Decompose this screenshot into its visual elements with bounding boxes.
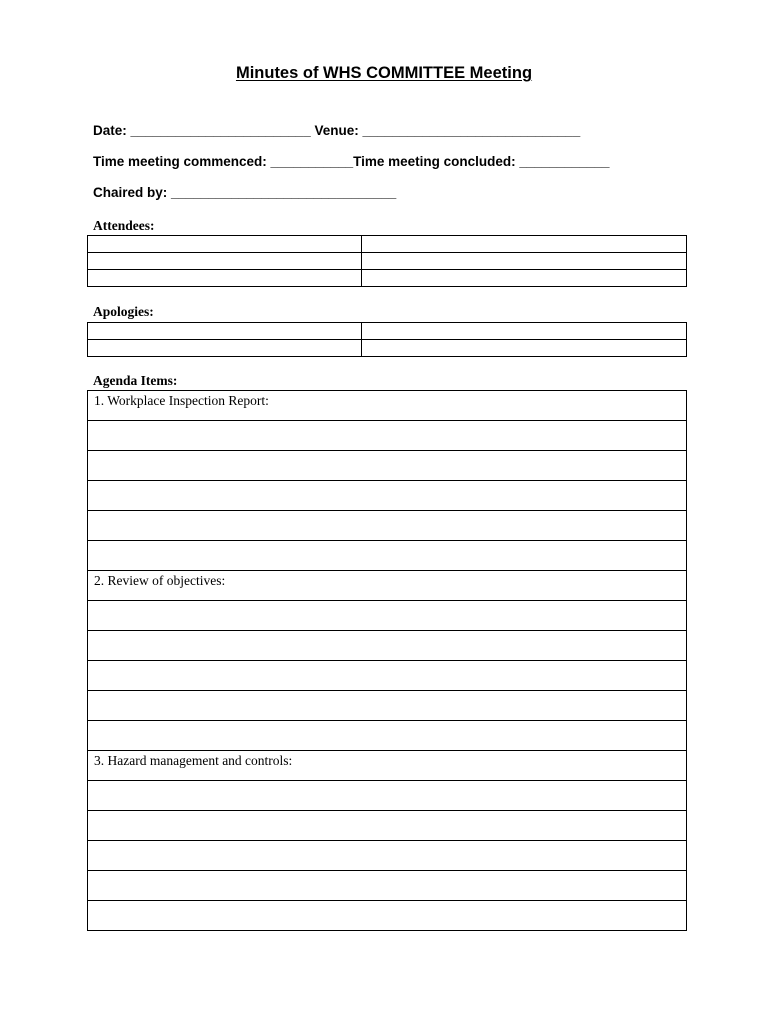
agenda-notes-cell[interactable] bbox=[88, 901, 687, 931]
table-cell[interactable] bbox=[362, 340, 687, 357]
agenda-notes-cell[interactable] bbox=[88, 871, 687, 901]
chaired-by-line: Chaired by: ______________________________ bbox=[93, 185, 397, 200]
agenda-row bbox=[88, 781, 687, 811]
table-cell[interactable] bbox=[88, 236, 362, 253]
agenda-notes-cell[interactable] bbox=[88, 811, 687, 841]
table-cell[interactable] bbox=[88, 340, 362, 357]
agenda-notes-cell[interactable] bbox=[88, 721, 687, 751]
table-cell[interactable] bbox=[88, 323, 362, 340]
agenda-row bbox=[88, 631, 687, 661]
apology-row bbox=[88, 340, 687, 357]
agenda-notes-cell[interactable] bbox=[88, 511, 687, 541]
agenda-row bbox=[88, 871, 687, 901]
agenda-notes-cell[interactable] bbox=[88, 661, 687, 691]
agenda-notes-cell[interactable] bbox=[88, 841, 687, 871]
agenda-notes-cell[interactable] bbox=[88, 541, 687, 571]
agenda-row bbox=[88, 721, 687, 751]
attendee-row bbox=[88, 253, 687, 270]
agenda-item-heading[interactable]: 3. Hazard management and controls: bbox=[88, 751, 687, 781]
agenda-item-heading[interactable]: 2. Review of objectives: bbox=[88, 571, 687, 601]
table-cell[interactable] bbox=[362, 270, 687, 287]
table-cell[interactable] bbox=[362, 236, 687, 253]
table-cell[interactable] bbox=[362, 323, 687, 340]
attendees-label: Attendees: bbox=[93, 218, 155, 233]
agenda-row bbox=[88, 811, 687, 841]
agenda-row bbox=[88, 571, 687, 601]
agenda-notes-cell[interactable] bbox=[88, 451, 687, 481]
agenda-items-table bbox=[87, 390, 687, 931]
table-cell[interactable] bbox=[88, 253, 362, 270]
apologies-label: Apologies: bbox=[93, 304, 154, 319]
agenda-notes-cell[interactable] bbox=[88, 631, 687, 661]
attendees-table bbox=[87, 235, 687, 287]
attendee-row bbox=[88, 236, 687, 253]
agenda-notes-cell[interactable] bbox=[88, 481, 687, 511]
agenda-items-label: Agenda Items: bbox=[93, 373, 178, 388]
agenda-row bbox=[88, 691, 687, 721]
agenda-row bbox=[88, 541, 687, 571]
agenda-row bbox=[88, 511, 687, 541]
agenda-notes-cell[interactable] bbox=[88, 691, 687, 721]
table-cell[interactable] bbox=[362, 253, 687, 270]
agenda-notes-cell[interactable] bbox=[88, 601, 687, 631]
agenda-row bbox=[88, 841, 687, 871]
agenda-item-heading[interactable]: 1. Workplace Inspection Report: bbox=[88, 391, 687, 421]
agenda-row bbox=[88, 451, 687, 481]
agenda-row bbox=[88, 421, 687, 451]
agenda-row bbox=[88, 661, 687, 691]
table-cell[interactable] bbox=[88, 270, 362, 287]
attendee-row bbox=[88, 270, 687, 287]
agenda-row bbox=[88, 481, 687, 511]
apology-row bbox=[88, 323, 687, 340]
agenda-row bbox=[88, 601, 687, 631]
agenda-notes-cell[interactable] bbox=[88, 421, 687, 451]
apologies-table bbox=[87, 322, 687, 357]
agenda-row bbox=[88, 391, 687, 421]
document-title: Minutes of WHS COMMITTEE Meeting bbox=[235, 64, 533, 82]
agenda-notes-cell[interactable] bbox=[88, 781, 687, 811]
agenda-row bbox=[88, 901, 687, 931]
meeting-times-line: Time meeting commenced: ___________Time meeting concluded: ____________ bbox=[93, 154, 610, 169]
date-venue-line: Date: ________________________ Venue: _____________________________ bbox=[93, 123, 581, 138]
agenda-row bbox=[88, 751, 687, 781]
